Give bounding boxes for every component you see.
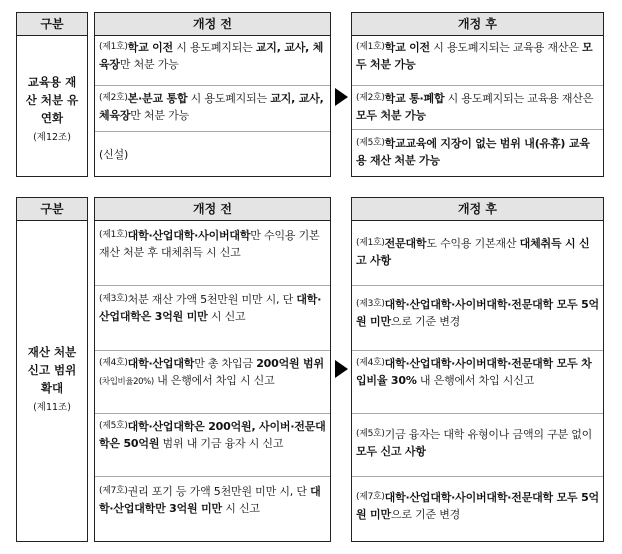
text: 시 용도폐지되는 [172,41,256,54]
table1-before-item-2 [95,85,330,132]
table1-after-item-2 [352,85,603,130]
text: 시 용도폐지되는 [187,92,271,105]
table1-category-cell [16,12,88,177]
table1-category-header: 구분 [17,13,87,36]
item-number: (제2호) [356,93,385,103]
bold-text: 모두 신고 사항 [356,445,426,458]
item-number: (제5호) [356,429,385,439]
table1-category-line2: 산 처분 유 [25,93,79,107]
bold-text: 전문대학 [384,237,427,250]
text: 처분 재산 가액 5천만원 미만 시, 단 [127,293,297,306]
table2-after-item-5 [352,476,603,543]
item-number: (제5호) [99,421,128,431]
text: 시 용도폐지되는 교육용 재산은 [429,41,583,54]
table1-after-item-1 [352,36,603,76]
table2-category-line1: 재산 처분 [27,345,77,359]
table2-before-item-2 [95,285,330,351]
bold-text: 대학·산업대학·사이버대학·전문대학 모두 차입비율 30% [356,357,592,387]
item-number: (제7호) [356,492,385,502]
bold-text: 대학·산업대학·사이버대학 [127,229,251,242]
table2-before-item-5 [95,476,330,543]
bold-text: 교지, 교사, 체육장 [99,41,324,71]
bold-text: 대학·산업대학·사이버대학·전문대학 모두 5억원 미만 [356,491,599,521]
new-provision-label: (신설) [99,148,129,161]
item-number: (제3호) [99,294,128,304]
table2-after-item-2 [352,285,603,351]
bold-text: 학교교육에 지장이 없는 범위 내(유휴) 교육용 재산 처분 가능 [356,137,590,167]
table1-before-column [94,12,331,177]
text: 으로 기준 변경 [390,508,461,521]
item-number: (제5호) [356,138,385,148]
text: 내 은행에서 차입 시 신고 [153,374,275,387]
table2-before-column [94,197,331,542]
table1-category-ref: (제12조) [33,132,71,143]
arrow-right-icon [335,360,348,378]
item-number: (제2호) [99,93,128,103]
table2-before-header: 개정 전 [95,198,330,221]
text: 범위 내 기금 융자 시 신고 [159,437,284,450]
bold-text: 학교 이전 [384,41,430,54]
bold-text: 200억원 범위 [256,357,324,370]
table2-after-header: 개정 후 [352,198,603,221]
text: 만 수익용 기본재산 처분 후 대체취득 시 신고 [99,229,320,259]
item-number: (제1호) [99,42,128,52]
table2-before-item-3 [95,350,330,414]
item-number: (제1호) [356,42,385,52]
bold-text: 학교 통·폐합 [384,92,445,105]
text: 내 은행에서 차입 시신고 [416,374,535,387]
item-number: (제1호) [356,238,385,248]
table2-after-column [351,197,604,542]
bold-text: 본·분교 통합 [127,92,188,105]
table1-before-item-3 [95,131,330,178]
table1-after-column [351,12,604,177]
item-number: (제4호) [356,358,385,368]
text: 만 처분 가능 [130,109,190,122]
table2-after-item-3 [352,350,603,414]
item-number: (제1호) [99,230,128,240]
bold-text: 대학·산업대학은 200억원, 사이버·전문대학은 50억원 [99,420,326,450]
table2-before-item-4 [95,413,330,477]
text: 시 용도폐지되는 교육용 재산은 [444,92,594,105]
bold-text: 대학·산업대학 [127,357,195,370]
text: 만 총 차입금 [194,357,257,370]
text: 권리 포기 등 가액 5천만원 미만 시, 단 [127,485,311,498]
text: 으로 기준 변경 [390,315,461,328]
bold-text: 대학·산업대학은 3억원 미만 [99,293,322,323]
table2-category-line2: 신고 범위 [27,363,77,377]
table2-category-cell [16,197,88,542]
text: 기금 융자는 대학 유형이나 금액의 구분 없이 [384,428,593,441]
item-number: (제3호) [356,299,385,309]
table1-after-item-3 [352,129,603,178]
table1-before-item-1 [95,36,330,76]
bold-text: 교지, 교사, 체육장 [99,92,324,122]
bold-text: 대학·산업대학·사이버대학·전문대학 모두 5억원 미만 [356,298,599,328]
table2-after-item-1 [352,221,603,285]
item-number: (제4호) [99,358,128,368]
table2-category-header: 구분 [17,198,87,221]
bold-text: 대학·산업대학만 3억원 미만 [99,485,321,515]
table2-category-line3: 확대 [40,381,64,395]
text: 시 신고 [221,502,260,515]
table2-before-item-1 [95,221,330,285]
text: 도 수익용 기본재산 [426,237,520,250]
borrowing-ratio-note: (차입비율20%) [99,377,154,387]
text: 시 신고 [207,310,246,323]
bold-text: 모두 처분 가능 [356,41,593,71]
bold-text: 모두 처분 가능 [356,109,426,122]
table1-before-header: 개정 전 [95,13,330,36]
arrow-right-icon [335,88,348,106]
table2-after-item-4 [352,413,603,477]
table1-category-line3: 연화 [40,111,64,125]
bold-text: 대체취득 시 신고 사항 [356,237,590,267]
bold-text: 학교 이전 [127,41,173,54]
table1-after-header: 개정 후 [352,13,603,36]
text: 만 처분 가능 [119,58,179,71]
table2-category-ref: (제11조) [33,402,71,413]
item-number: (제7호) [99,486,128,496]
table1-category-line1: 교육용 재 [27,75,77,89]
